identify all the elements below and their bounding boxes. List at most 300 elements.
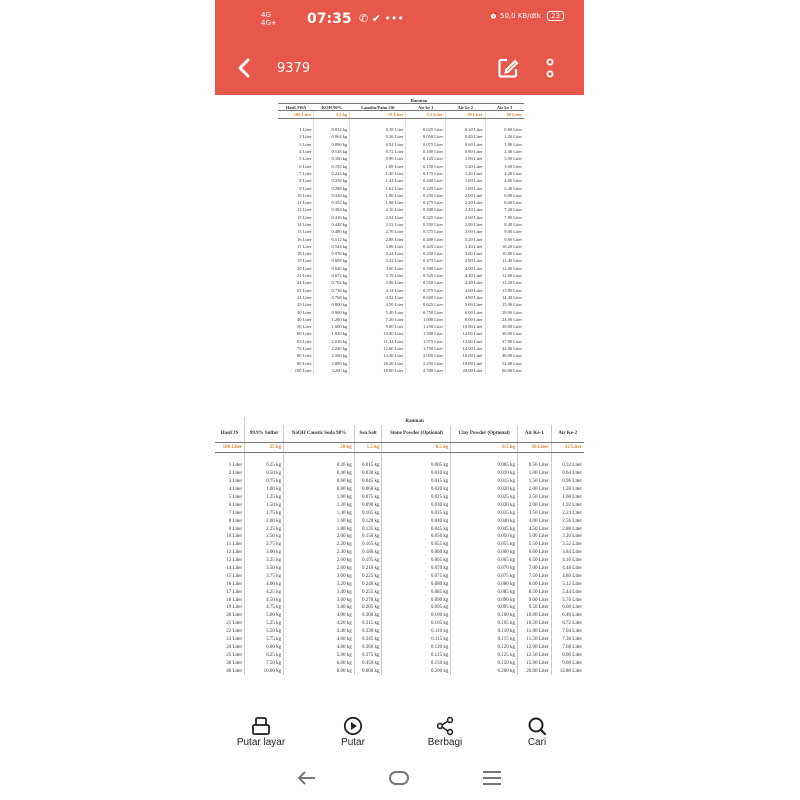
spacer-cell [245,453,284,463]
table-cell: 3.50 Liter [517,509,551,517]
table-cell: 1.44 Liter [350,177,406,184]
table-cell: 3.00 kg [284,572,355,580]
play-icon [343,716,363,736]
alarm-icon: ⏰ [489,12,498,20]
spacer-cell [517,453,551,463]
table-cell: 0.160 kg [314,155,350,162]
table-cell: 0.550 Liter [406,279,446,286]
table-cell: 5.40 Liter [350,308,406,315]
table-cell: 7.20 Liter [350,316,406,323]
table-cell: 9 Liter [299,185,312,191]
table-cell: 0.005 kg [451,462,518,470]
table-cell: 0.010 kg [451,470,518,478]
table-cell: 0.045 kg [354,478,382,486]
table-cell: 8.00 Liter [517,580,551,588]
share-button[interactable] [399,716,491,758]
table-row [278,221,524,228]
table-cell: 1.250 Liter [406,323,446,330]
table-cell: 0.060 kg [354,486,382,494]
table-cell: 3.200 kg [314,367,350,374]
table-cell: 0.350 Liter [406,221,446,228]
table-cell: 3.78 Liter [350,272,406,279]
table-cell: 3.00 Liter [485,155,524,162]
speed-value: 50,0 [500,12,516,20]
table-cell: 2.80 kg [284,565,355,573]
table-cell: 0.095 kg [382,604,451,612]
table-cell: 3.96 Liter [350,279,406,286]
table-cell: 0.080 kg [382,580,451,588]
table-row [278,279,524,286]
phone-screen [215,0,584,800]
table-cell: 0.576 kg [314,250,350,257]
table-cell: 0.015 kg [382,478,451,486]
network-indicator [261,11,277,27]
column-header: Stone Powder (Optional) [382,425,451,443]
column-header: Clay Powder (Optional) [451,425,518,443]
table-row [215,494,584,502]
column-header: NaOH Caustic Soda 98% [284,425,355,443]
table-cell: 5.00 Liter [517,533,551,541]
back-arrow-icon[interactable] [233,54,257,82]
table-cell: 3.20 Liter [551,533,584,541]
table-cell: 16.00 Liter [446,352,486,359]
table-cell: 19 Liter [297,258,312,264]
table-cell: 2.40 kg [284,549,355,557]
table-cell: 3.40 kg [284,588,355,596]
search-button[interactable] [491,716,583,758]
table-cell: 0.60 Liter [446,141,486,148]
table-cell: 7 Liter [228,510,243,516]
table-cell: 7.04 Liter [551,628,584,636]
table-cell: 2 Liter [228,471,243,477]
column-header: Hasil JS [215,425,245,443]
sample-cell: 100 Liter [215,443,245,453]
table-cell: 0.255 kg [354,588,382,596]
spacer-cell [350,119,406,127]
status-time: 07:35 [307,11,352,27]
table-cell: 6.72 Liter [551,620,584,628]
table-cell: 100 Liter [294,367,312,373]
table-row [215,470,584,478]
table-cell: 0.75 kg [245,478,284,486]
table-cell: 1.00 Liter [517,470,551,478]
table-cell: 0.080 kg [451,580,518,588]
document-content[interactable] [215,95,584,720]
table-row [278,257,524,264]
table-cell: 7.00 Liter [517,565,551,573]
table-cell: 1.280 kg [314,316,350,323]
table-cell: 10 Liter [226,534,243,540]
table-row [215,596,584,604]
table-cell: 11.34 Liter [350,338,406,345]
table-cell: 14 Liter [297,222,312,227]
table-cell: 0.075 Liter [406,141,446,148]
table-cell: 12.60 Liter [446,338,486,345]
table-cell: 3.20 Liter [446,235,486,242]
table-cell: 14.40 Liter [485,294,524,301]
network-left: 4G [261,11,271,19]
table-row [215,572,584,580]
table2-group-header: Ramuan [245,417,584,425]
table-cell: 1.500 Liter [406,330,446,337]
spacer-row [215,453,584,463]
table-cell: 7.50 Liter [517,572,551,580]
table-cell: 40 Liter [226,668,243,674]
table-cell: 60.00 Liter [485,367,524,374]
table-cell: 0.40 Liter [446,133,486,140]
system-navigation-bar [0,758,800,800]
table-cell: 0.270 kg [354,596,382,604]
table-row [278,155,524,162]
table-cell: 16 Liter [297,236,312,242]
table-cell: 0.175 Liter [406,170,446,177]
table-cell: 0.240 kg [354,580,382,588]
play-label: Putar [341,737,365,748]
table-cell: 0.425 Liter [406,243,446,250]
table-row [278,345,524,352]
table-row [278,214,524,221]
table-cell: 5.44 Liter [551,588,584,596]
table-cell: 0.100 kg [451,612,518,620]
table-cell: 7.36 Liter [551,636,584,644]
table-cell: 2.880 kg [314,360,350,367]
table-cell: 3.40 Liter [446,243,486,250]
table-cell: 1.80 Liter [350,192,406,199]
table-cell: 0.110 kg [382,628,451,636]
table-cell: 0.025 Liter [406,126,446,133]
sample-cell: 100 Liter [278,111,314,119]
table-cell: 0.80 Liter [446,148,486,155]
spacer-cell [278,119,314,127]
table-cell: 0.384 kg [314,206,350,213]
spacer-cell [551,453,584,463]
table-cell: 0.750 Liter [406,308,446,315]
table-row [215,604,584,612]
table-cell: 0.60 Liter [485,126,524,133]
table-cell: 0.060 kg [382,549,451,557]
table-cell: 0.96 Liter [551,478,584,486]
table-cell: 12.50 Liter [517,651,551,659]
table-cell: 4.25 kg [245,588,284,596]
table-cell: 4.48 Liter [551,565,584,573]
table-cell: 18 Liter [297,251,312,257]
table-cell: 12.60 Liter [350,345,406,352]
table-cell: 0.115 kg [451,636,518,644]
table-cell: 1.20 Liter [446,162,486,169]
table-cell: 5 Liter [299,156,312,162]
table-cell: 1.60 Liter [446,177,486,184]
edit-icon[interactable] [497,57,519,79]
table-cell: 3.60 Liter [446,250,486,257]
table-cell: 0.120 kg [451,643,518,651]
table-row [278,272,524,279]
table-cell: 4.00 kg [284,612,355,620]
battery-indicator: 23 [547,11,564,21]
table-cell: 10.00 kg [245,667,284,675]
speed-unit: KB/dtk [517,12,541,20]
table-cell: 3 Liter [299,141,312,147]
table-cell: 0.165 kg [354,541,382,549]
table-cell: 3.60 kg [284,596,355,604]
table-cell: 0.345 kg [354,636,382,644]
table-cell: 6.08 Liter [551,604,584,612]
table-cell: 4.40 kg [284,628,355,636]
table-cell: 24 Liter [297,294,312,300]
table-cell: 12.00 Liter [485,265,524,272]
table-cell: 0.210 kg [354,565,382,573]
table-cell: 4 Liter [299,149,312,155]
table-cell: 0.050 kg [451,533,518,541]
table-row [215,667,584,675]
table-cell: 0.115 kg [382,636,451,644]
table-cell: 2.34 Liter [350,214,406,221]
table-cell: 0.090 kg [354,501,382,509]
table-cell: 1.80 Liter [446,184,486,191]
table-cell: 0.20 Liter [446,126,486,133]
table-row [278,235,524,242]
table-cell: 6.00 kg [245,643,284,651]
sample-cell: 50 Liter [517,443,551,453]
table-cell: 13 Liter [226,558,243,564]
table-cell: 1.50 kg [245,501,284,509]
table-cell: 0.065 kg [382,557,451,565]
table-cell: 10.00 Liter [446,323,486,330]
table-cell: 22 Liter [226,629,243,635]
table-cell: 0.330 kg [354,628,382,636]
spacer-cell [382,453,451,463]
table-cell: 0.105 kg [451,620,518,628]
column-header: Air ke 2 [446,104,486,111]
table-cell: 0.325 Liter [406,214,446,221]
table-cell: 6 Liter [299,163,312,169]
table-cell: 5.76 Liter [551,596,584,604]
table-cell: 0.608 kg [314,257,350,264]
table-cell: 0.512 kg [314,235,350,242]
table-cell: 1.000 Liter [406,316,446,323]
table-cell: 1.26 Liter [350,170,406,177]
table-cell: 11 Liter [297,200,312,206]
table-cell: 4.00 Liter [446,265,486,272]
table-cell: 0.095 kg [451,604,518,612]
system-back-icon[interactable] [296,768,318,788]
table-cell: 0.288 kg [314,184,350,191]
table-cell: 0.224 kg [314,170,350,177]
table-cell: 12 Liter [226,550,243,556]
table-cell: 0.150 Liter [406,162,446,169]
table-cell: 20.00 Liter [446,367,486,374]
table-row [215,525,584,533]
table-cell: 2.56 Liter [551,517,584,525]
table-cell: 0.020 kg [451,486,518,494]
table-cell: 6.40 Liter [551,612,584,620]
table-cell: 13 Liter [297,214,312,220]
table-cell: 3.25 kg [245,557,284,565]
table-cell: 12.80 Liter [551,667,584,675]
sample-cell: 20 Liter [446,111,486,119]
table-cell: 0.32 Liter [551,462,584,470]
table-cell: 0.070 kg [382,565,451,573]
table-cell: 0.704 kg [314,279,350,286]
table-cell: 7 Liter [299,170,312,176]
table-cell: 11.50 Liter [517,636,551,644]
table-row [278,199,524,206]
system-home-icon[interactable] [388,768,410,788]
table-row [215,588,584,596]
table-cell: 15 Liter [226,573,243,579]
table-row [215,620,584,628]
table-row [215,541,584,549]
table-cell: 0.120 kg [382,643,451,651]
table-cell: 48.00 Liter [485,352,524,359]
table-cell: 54.00 Liter [485,360,524,367]
table-cell: 0.315 kg [354,620,382,628]
rotate-screen-button[interactable] [215,716,307,758]
table-cell: 0.448 kg [314,221,350,228]
table-cell: 5.75 kg [245,636,284,644]
table-cell: 0.250 Liter [406,192,446,199]
table-cell: 0.50 Liter [517,462,551,470]
table-cell: 0.075 kg [451,572,518,580]
rotate-screen-icon [251,716,271,736]
sample-row [278,111,524,119]
table-cell: 0.480 kg [314,228,350,235]
sample-cell: 18 Liter [350,111,406,119]
column-header: Air Ke-2 [551,425,584,443]
table-cell: 0.200 Liter [406,177,446,184]
table-cell: 1.00 kg [284,494,355,502]
table-row [278,228,524,235]
table-cell: 30.00 Liter [485,323,524,330]
table-cell: 19 Liter [226,605,243,611]
table1-group-header: Ramuan [314,97,524,104]
table-cell: 0.070 kg [451,565,518,573]
table-cell: 0.064 kg [314,133,350,140]
table-cell: 36.00 Liter [485,330,524,337]
table-cell: 0.120 kg [354,517,382,525]
table-row [278,367,524,374]
table-cell: 0.060 kg [451,549,518,557]
sample-cell: 0.5 kg [382,443,451,453]
table-row [215,628,584,636]
spacer-cell [354,453,382,463]
table-row [278,250,524,257]
table-cell: 0.200 kg [451,667,518,675]
table-cell: 2.70 Liter [350,228,406,235]
table-cell: 0.60 kg [284,478,355,486]
table-cell: 4.60 kg [284,636,355,644]
table-cell: 6 Liter [228,502,243,508]
table-cell: 4.75 kg [245,604,284,612]
more-options-icon[interactable] [545,58,555,80]
table-cell: 2.80 Liter [446,221,486,228]
column-header: Air ke 1 [406,104,446,111]
system-menu-icon[interactable] [481,768,503,788]
spacer-cell [446,119,486,127]
table-cell: 25 Liter [297,302,312,308]
table-row [278,184,524,191]
table-cell: 4.20 Liter [485,170,524,177]
table-cell: 3.20 kg [284,580,355,588]
table-cell: 6.00 Liter [485,192,524,199]
sample-cell: 2.5 Liter [406,111,446,119]
column-header: Sea Salt [354,425,382,443]
table-cell: 21 Liter [226,621,243,627]
table-row [278,301,524,308]
table-cell: 11 Liter [226,542,243,548]
bottom-action-bar [215,712,584,758]
table-cell: 2.25 kg [245,525,284,533]
notification-icons: ✆ ✔ ••• [359,12,404,25]
table-cell: 23 Liter [226,637,243,643]
table-cell: 9.50 Liter [517,604,551,612]
table-cell: 1.750 Liter [406,345,446,352]
table-cell: 70 Liter [297,346,312,352]
play-button[interactable] [307,716,399,758]
table-cell: 5.50 Liter [517,541,551,549]
table-cell: 0.085 kg [382,588,451,596]
table-cell: 12 Liter [297,207,312,213]
table-row [278,162,524,169]
table-cell: 1.20 Liter [485,133,524,140]
table-cell: 0.045 kg [382,525,451,533]
table-cell: 0.320 kg [314,192,350,199]
table-cell: 1 Liter [228,463,243,469]
table-cell: 22 Liter [297,280,312,286]
table-cell: 10.20 Liter [485,243,524,250]
table-cell: 4 Liter [228,487,243,493]
table-cell: 0.525 Liter [406,272,446,279]
table-row [278,323,524,330]
table-cell: 0.030 kg [382,501,451,509]
table-row [278,352,524,359]
table-row [215,636,584,644]
table-row [215,517,584,525]
table-cell: 4.14 Liter [350,287,406,294]
table-cell: 6.50 Liter [517,557,551,565]
spacer-cell [485,119,524,127]
table-row [215,509,584,517]
table-row [215,651,584,659]
table-cell: 4.80 Liter [446,294,486,301]
table-cell: 4.16 Liter [551,557,584,565]
spacer-cell [284,453,355,463]
table-cell: 0.040 kg [451,517,518,525]
sample-cell: 20 kg [284,443,355,453]
table-cell: 3.60 Liter [350,265,406,272]
table-row [278,141,524,148]
table-cell: 3.80 kg [284,604,355,612]
table-cell: 25 Liter [226,652,243,658]
table-cell: 8 Liter [228,518,243,524]
table-cell: 3.60 Liter [485,162,524,169]
table-cell: 0.200 kg [382,667,451,675]
table-cell: 1.60 kg [284,517,355,525]
table-cell: 0.040 kg [382,517,451,525]
table-cell: 20.00 Liter [517,667,551,675]
table-cell: 1.98 Liter [350,199,406,206]
table-cell: 14.00 Liter [446,345,486,352]
table-cell: 0.225 kg [354,572,382,580]
status-right [489,11,564,21]
table-cell: 1.80 kg [284,525,355,533]
column-header: Air ke 3 [485,104,524,111]
table-cell: 20 Liter [297,265,312,271]
table-cell: 3.52 Liter [551,541,584,549]
table-cell: 10.80 Liter [350,330,406,337]
table-row [278,192,524,199]
table-cell: 0.18 Liter [350,126,406,133]
table-cell: 0.25 kg [245,462,284,470]
